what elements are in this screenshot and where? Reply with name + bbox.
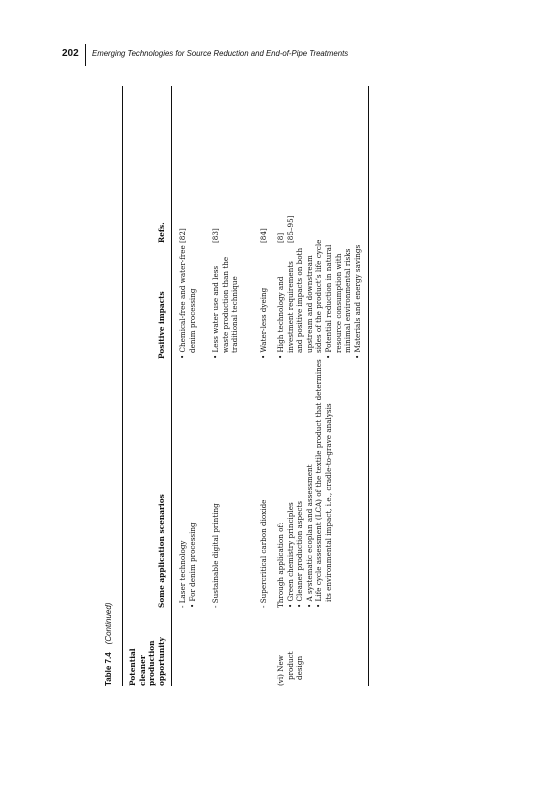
impact-line: • Water-less dyeing: [259, 287, 268, 359]
scenario-line: • Life cycle assessment (LCA) of the textile product that determines: [314, 359, 324, 608]
row-printing-scenario: [211, 363, 221, 608]
row-supercritical-ref: [84]: [259, 228, 268, 243]
row-laser-impacts: [178, 246, 197, 359]
scenario-line: • A systematic ecoplan and assessment: [304, 464, 314, 608]
table-caption: [104, 603, 113, 686]
scenario-line: - Supercritical carbon dioxide: [259, 499, 268, 608]
page-number: 202: [62, 48, 79, 59]
opportunity-line: design: [295, 655, 305, 680]
impact-line: resource consumption with: [333, 253, 343, 353]
impact-line: minimal environmental risks: [343, 248, 353, 353]
scenario-line: - Sustainable digital printing: [211, 503, 220, 608]
impact-line: investment requirements: [285, 261, 295, 353]
row-new-product-scenario: [276, 359, 334, 608]
column-header-refs: Refs.: [157, 222, 166, 243]
impact-line: upstream and downstream: [304, 255, 314, 353]
impact-line: waste production than the: [220, 256, 230, 353]
scenario-line: • Green chemistry principles: [285, 502, 295, 608]
impact-line: and positive impacts on both: [295, 247, 305, 353]
ref-line: [85–95]: [285, 215, 295, 243]
running-title: Emerging Technologies for Source Reduction and End-of-Pipe Treatments: [92, 49, 349, 58]
row-supercritical-scenario: [259, 363, 269, 608]
table-label: Table 7.4: [104, 652, 113, 686]
running-header: [62, 44, 462, 66]
header-line: Potential: [128, 648, 137, 686]
table-continued: (Continued): [104, 602, 113, 645]
scenario-line: • Cleaner production aspects: [295, 501, 305, 608]
impact-line: denim processing: [187, 288, 197, 353]
impact-line: • Materials and energy savings: [352, 244, 362, 359]
impact-line: • Chemical-free and water-free: [178, 245, 187, 359]
header-line: cleaner: [137, 655, 147, 686]
opportunity-line: (vi) New: [276, 655, 285, 686]
ref-line: [8]: [276, 232, 285, 243]
row-new-product-impacts: [276, 239, 362, 359]
rotated-table: [104, 86, 474, 686]
impact-line: • Potential reduction in natural: [323, 244, 333, 359]
row-laser-ref: [82]: [178, 228, 187, 243]
column-header-impacts: Positive impacts: [157, 291, 166, 359]
row-printing-ref: [83]: [211, 228, 220, 243]
row-laser-scenario: [178, 363, 197, 608]
impact-line: • High technology and: [276, 276, 285, 359]
table-top-rule: [122, 86, 123, 686]
table-header-rule: [171, 86, 172, 686]
row-supercritical-impacts: [259, 246, 269, 359]
table-bottom-rule: [368, 86, 369, 686]
row-printing-impacts: [211, 246, 240, 359]
impact-line: sides of the product’s life cycle: [314, 239, 324, 353]
scenario-line: Through application of:: [276, 522, 285, 608]
header-divider: [85, 44, 86, 66]
scenario-line: - Laser technology: [178, 540, 187, 608]
scenario-line: its environmental impact, i.e., cradle-to-grave analysis: [323, 403, 333, 602]
opportunity-line: product: [285, 651, 295, 680]
column-header-opportunity: [128, 624, 166, 686]
impact-line: traditional technique: [230, 276, 240, 353]
row-new-product-refs: [276, 203, 295, 243]
impact-line: • Less water use and less: [211, 265, 220, 359]
header-line: production: [147, 640, 157, 686]
scenario-line: • For denim processing: [187, 522, 197, 608]
column-header-scenarios: Some application scenarios: [157, 494, 166, 608]
row-new-product-opportunity: [276, 624, 305, 686]
header-line: opportunity: [156, 637, 166, 686]
